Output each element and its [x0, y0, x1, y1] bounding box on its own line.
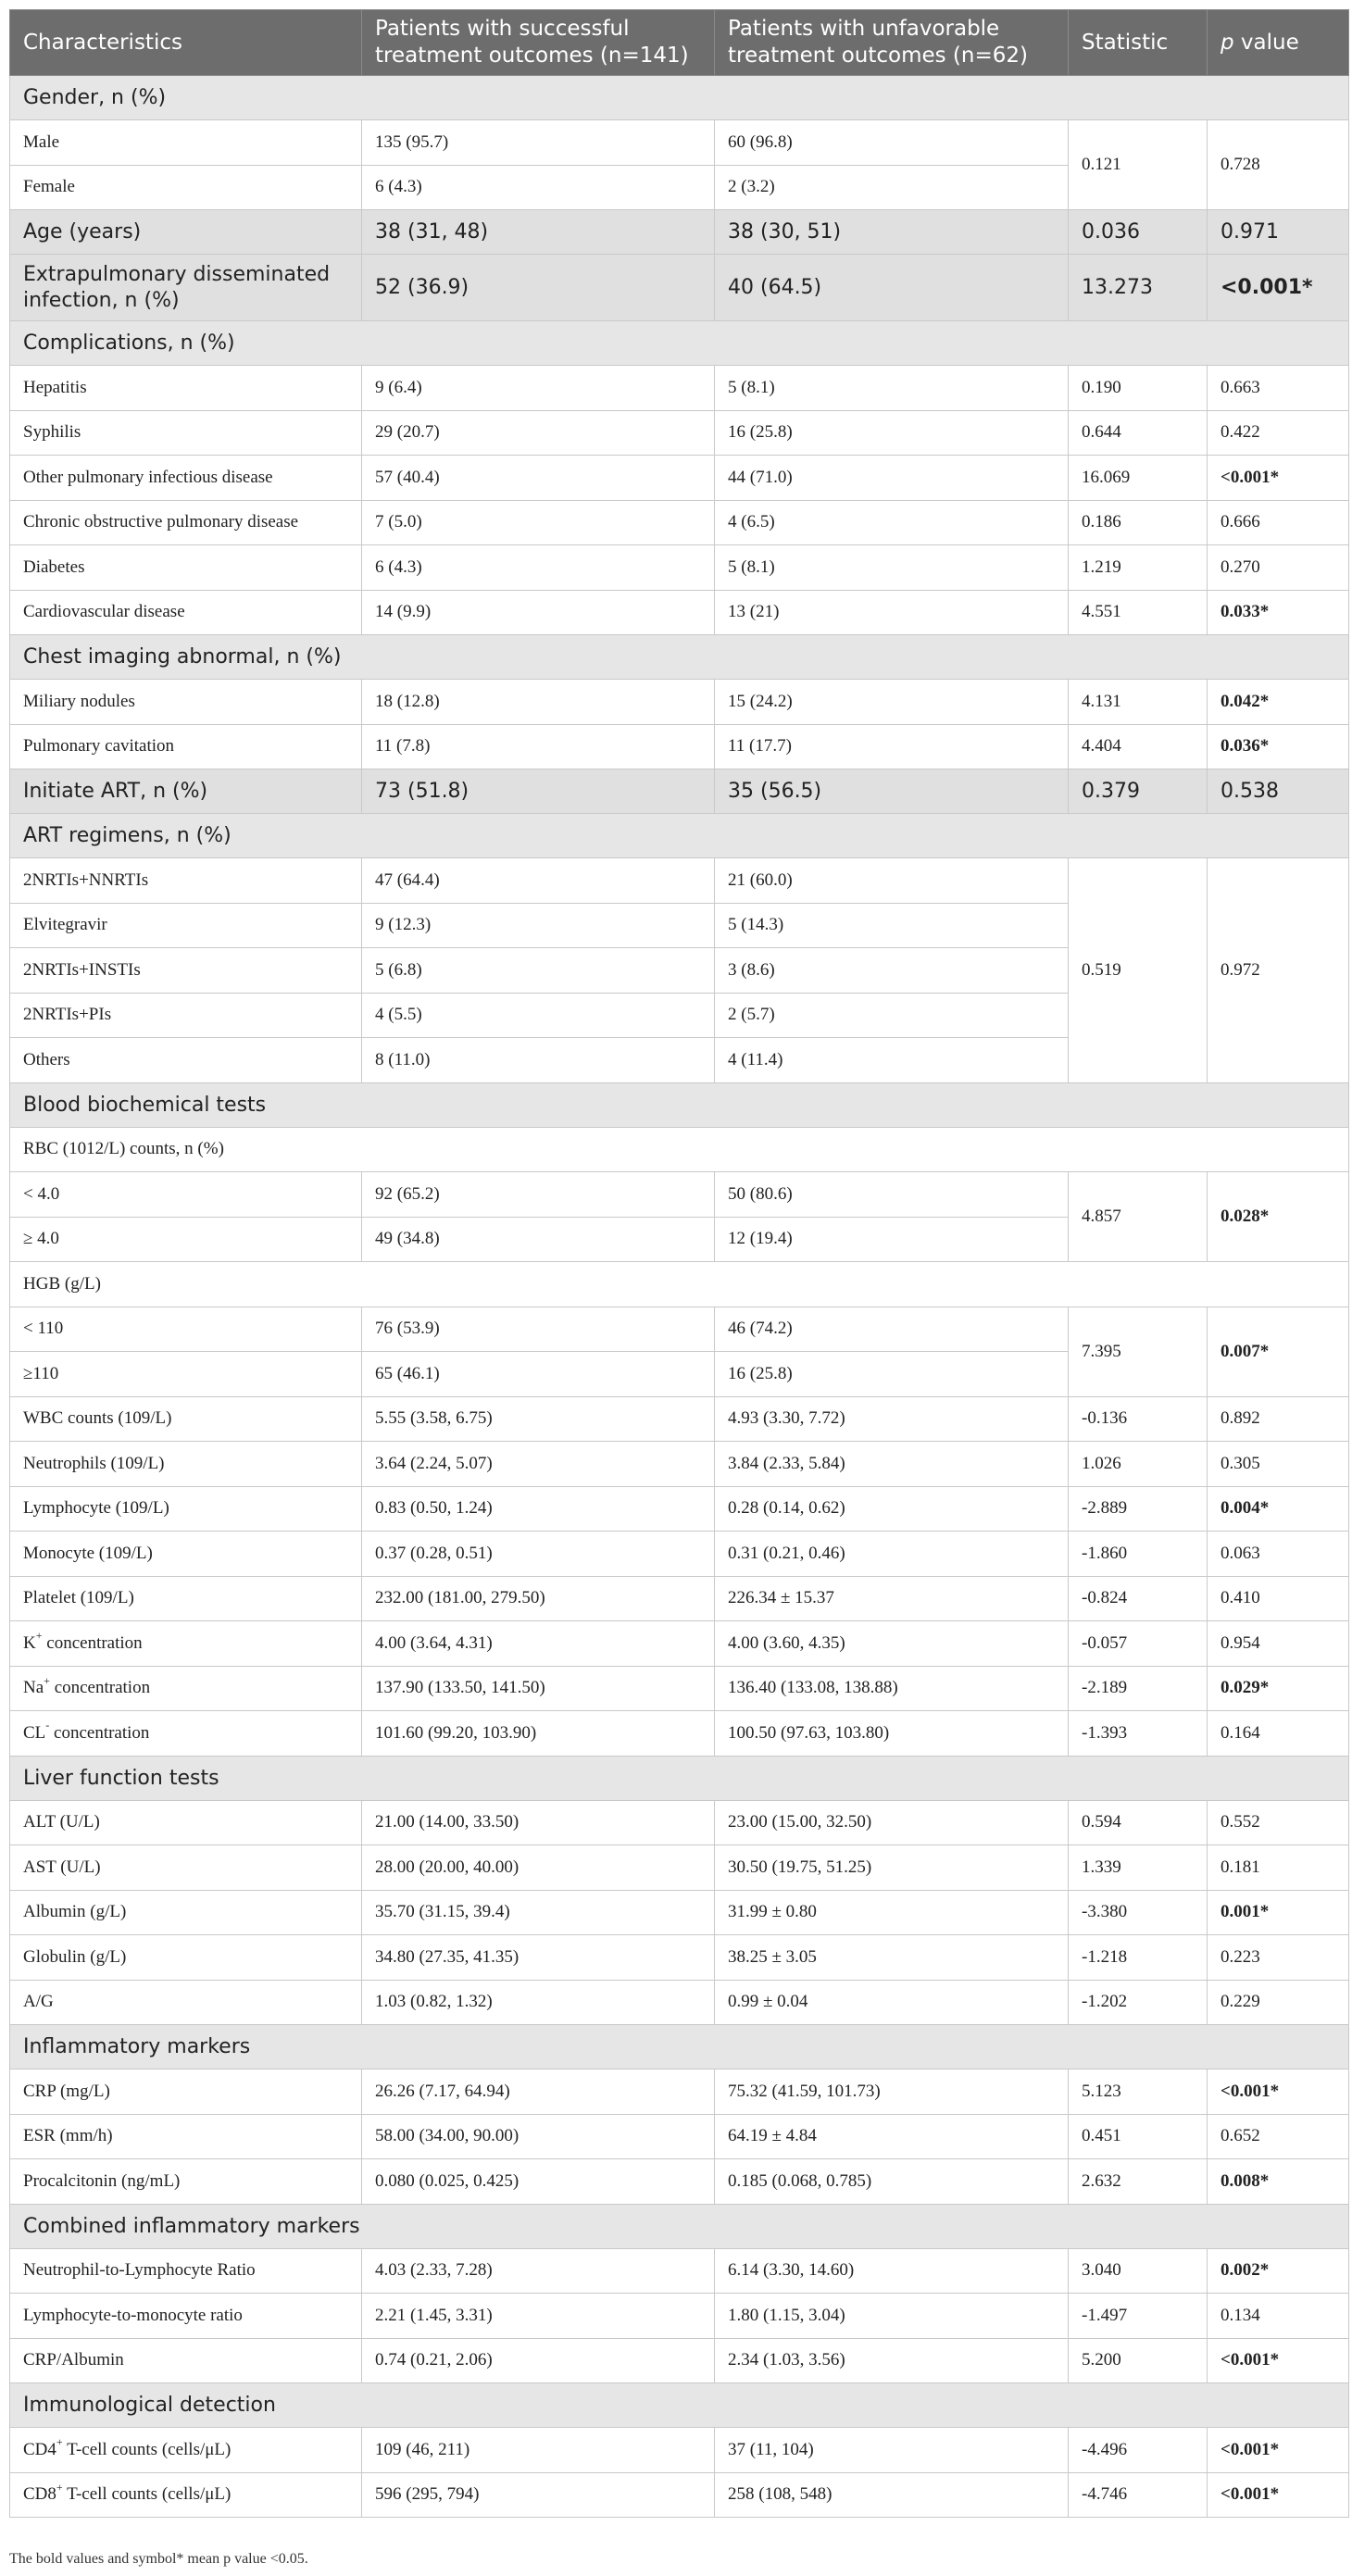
successful-value: 0.37 (0.28, 0.51) [362, 1532, 715, 1577]
row-label-text: K [23, 1632, 36, 1653]
successful-value: 47 (64.4) [362, 858, 715, 904]
row-label: 2NRTIs+PIs [10, 993, 362, 1038]
unfavorable-value: 3.84 (2.33, 5.84) [715, 1442, 1069, 1487]
row-label: ESR (mm/h) [10, 2114, 362, 2159]
table-row [10, 590, 1349, 635]
row-label-text: CL [23, 1722, 46, 1743]
row-label: AST (U/L) [10, 1845, 362, 1891]
successful-value: 2.21 (1.45, 3.31) [362, 2294, 715, 2339]
unfavorable-value: 46 (74.2) [715, 1307, 1069, 1352]
unfavorable-value: 30.50 (19.75, 51.25) [715, 1845, 1069, 1891]
row-label: Male [10, 120, 362, 166]
successful-value: 28.00 (20.00, 40.00) [362, 1845, 715, 1891]
successful-value: 5.55 (3.58, 6.75) [362, 1396, 715, 1442]
header-successful: Patients with successful treatment outcomes (n=141) [362, 10, 715, 76]
p-value: 0.181 [1208, 1845, 1349, 1891]
statistic-value: -0.136 [1069, 1396, 1208, 1442]
p-value: 0.410 [1208, 1576, 1349, 1621]
successful-value: 596 (295, 794) [362, 2472, 715, 2518]
section-row [10, 1082, 1349, 1127]
section-row [10, 2025, 1349, 2070]
unfavorable-value: 5 (8.1) [715, 545, 1069, 591]
table-row [10, 724, 1349, 769]
successful-value: 73 (51.8) [362, 769, 715, 814]
table-row [10, 1442, 1349, 1487]
row-label: Chronic obstructive pulmonary disease [10, 500, 362, 545]
p-value: 0.422 [1208, 410, 1349, 456]
section-label: Combined inflammatory markers [10, 2204, 1349, 2248]
row-label-suffix: T-cell counts (cells/μL) [62, 2439, 232, 2459]
row-label-superscript: + [56, 2435, 63, 2449]
row-label [10, 1621, 362, 1667]
statistic-value: -1.393 [1069, 1711, 1208, 1757]
successful-value: 11 (7.8) [362, 724, 715, 769]
header-row [10, 10, 1349, 76]
subheader-label: HGB (g/L) [10, 1262, 1349, 1307]
statistic-value: 0.644 [1069, 410, 1208, 456]
successful-value: 52 (36.9) [362, 255, 715, 321]
p-value: 0.042* [1208, 680, 1349, 725]
p-value: 0.972 [1208, 858, 1349, 1083]
section-label: Chest imaging abnormal, n (%) [10, 635, 1349, 680]
p-value: 0.029* [1208, 1666, 1349, 1711]
p-value: 0.728 [1208, 120, 1349, 210]
p-value: 0.552 [1208, 1800, 1349, 1845]
row-label: CRP (mg/L) [10, 2070, 362, 2115]
row-label: 2NRTIs+NNRTIs [10, 858, 362, 904]
unfavorable-value: 31.99 ± 0.80 [715, 1890, 1069, 1935]
p-value: 0.305 [1208, 1442, 1349, 1487]
row-label: Cardiovascular disease [10, 590, 362, 635]
statistic-value: 0.121 [1069, 120, 1208, 210]
unfavorable-value: 2.34 (1.03, 3.56) [715, 2338, 1069, 2383]
subheader-row [10, 1127, 1349, 1172]
row-label: < 4.0 [10, 1172, 362, 1218]
successful-value: 5 (6.8) [362, 948, 715, 994]
unfavorable-value: 4 (11.4) [715, 1038, 1069, 1083]
successful-value: 0.83 (0.50, 1.24) [362, 1486, 715, 1532]
row-label-suffix: concentration [49, 1722, 150, 1743]
unfavorable-value: 258 (108, 548) [715, 2472, 1069, 2518]
statistic-value: 1.339 [1069, 1845, 1208, 1891]
section-label: ART regimens, n (%) [10, 814, 1349, 858]
successful-value: 65 (46.1) [362, 1352, 715, 1397]
statistic-value: -1.218 [1069, 1935, 1208, 1981]
section-row [10, 321, 1349, 366]
p-value: 0.892 [1208, 1396, 1349, 1442]
row-label: Neutrophils (109/L) [10, 1442, 362, 1487]
table-row [10, 456, 1349, 501]
row-label: ALT (U/L) [10, 1800, 362, 1845]
row-label-text: CD4 [23, 2439, 56, 2459]
row-label: Initiate ART, n (%) [10, 769, 362, 814]
row-label: Pulmonary cavitation [10, 724, 362, 769]
section-row [10, 635, 1349, 680]
successful-value: 58.00 (34.00, 90.00) [362, 2114, 715, 2159]
p-value: <0.001* [1208, 2338, 1349, 2383]
table-row [10, 2472, 1349, 2518]
row-label: 2NRTIs+INSTIs [10, 948, 362, 994]
p-value: 0.666 [1208, 500, 1349, 545]
row-label: Extrapulmonary disseminated infection, n (%) [10, 255, 362, 321]
row-label-superscript: - [45, 1719, 50, 1732]
p-value: 0.652 [1208, 2114, 1349, 2159]
unfavorable-value: 226.34 ± 15.37 [715, 1576, 1069, 1621]
unfavorable-value: 38.25 ± 3.05 [715, 1935, 1069, 1981]
row-label: WBC counts (109/L) [10, 1396, 362, 1442]
successful-value: 6 (4.3) [362, 545, 715, 591]
table-row [10, 1711, 1349, 1757]
table-row [10, 1172, 1349, 1218]
header-p-rest: value [1233, 30, 1299, 55]
p-value: 0.028* [1208, 1172, 1349, 1262]
table-row [10, 410, 1349, 456]
unfavorable-value: 64.19 ± 4.84 [715, 2114, 1069, 2159]
section-label: Inflammatory markers [10, 2025, 1349, 2070]
statistic-value: 13.273 [1069, 255, 1208, 321]
table-row [10, 858, 1349, 904]
table-row [10, 2070, 1349, 2115]
section-row [10, 76, 1349, 120]
successful-value: 3.64 (2.24, 5.07) [362, 1442, 715, 1487]
unfavorable-value: 16 (25.8) [715, 410, 1069, 456]
row-label-text: CD8 [23, 2484, 56, 2505]
row-label: A/G [10, 1980, 362, 2025]
p-value: 0.063 [1208, 1532, 1349, 1577]
unfavorable-value: 0.31 (0.21, 0.46) [715, 1532, 1069, 1577]
header-unfavorable: Patients with unfavorable treatment outcomes (n=62) [715, 10, 1069, 76]
statistic-value: -2.889 [1069, 1486, 1208, 1532]
table-row [10, 1800, 1349, 1845]
table-row [10, 210, 1349, 255]
successful-value: 18 (12.8) [362, 680, 715, 725]
unfavorable-value: 2 (5.7) [715, 993, 1069, 1038]
statistic-value: 4.857 [1069, 1172, 1208, 1262]
table-row [10, 2159, 1349, 2205]
row-label-suffix: concentration [49, 1678, 151, 1698]
successful-value: 4.03 (2.33, 7.28) [362, 2248, 715, 2294]
row-label [10, 1666, 362, 1711]
table-row [10, 1621, 1349, 1667]
statistic-value: 0.379 [1069, 769, 1208, 814]
section-row [10, 1756, 1349, 1800]
unfavorable-value: 4.93 (3.30, 7.72) [715, 1396, 1069, 1442]
p-value: <0.001* [1208, 2070, 1349, 2115]
subheader-row [10, 1262, 1349, 1307]
successful-value: 49 (34.8) [362, 1217, 715, 1262]
unfavorable-value: 0.28 (0.14, 0.62) [715, 1486, 1069, 1532]
p-value: <0.001* [1208, 456, 1349, 501]
successful-value: 34.80 (27.35, 41.35) [362, 1935, 715, 1981]
unfavorable-value: 6.14 (3.30, 14.60) [715, 2248, 1069, 2294]
p-value: 0.004* [1208, 1486, 1349, 1532]
statistic-value: -0.057 [1069, 1621, 1208, 1667]
successful-value: 26.26 (7.17, 64.94) [362, 2070, 715, 2115]
statistic-value: -2.189 [1069, 1666, 1208, 1711]
table-row [10, 2338, 1349, 2383]
unfavorable-value: 60 (96.8) [715, 120, 1069, 166]
successful-value: 6 (4.3) [362, 165, 715, 210]
p-value: 0.164 [1208, 1711, 1349, 1757]
statistic-value: 4.131 [1069, 680, 1208, 725]
row-label-suffix: concentration [42, 1632, 143, 1653]
successful-value: 137.90 (133.50, 141.50) [362, 1666, 715, 1711]
successful-value: 4.00 (3.64, 4.31) [362, 1621, 715, 1667]
characteristics-table [9, 9, 1349, 2518]
table-row [10, 2114, 1349, 2159]
unfavorable-value: 12 (19.4) [715, 1217, 1069, 1262]
row-label [10, 2472, 362, 2518]
table-row [10, 680, 1349, 725]
unfavorable-value: 13 (21) [715, 590, 1069, 635]
unfavorable-value: 0.185 (0.068, 0.785) [715, 2159, 1069, 2205]
statistic-value: 16.069 [1069, 456, 1208, 501]
unfavorable-value: 38 (30, 51) [715, 210, 1069, 255]
successful-value: 135 (95.7) [362, 120, 715, 166]
row-label-superscript: + [44, 1673, 50, 1687]
unfavorable-value: 0.99 ± 0.04 [715, 1980, 1069, 2025]
p-value: 0.134 [1208, 2294, 1349, 2339]
p-value: 0.033* [1208, 590, 1349, 635]
unfavorable-value: 136.40 (133.08, 138.88) [715, 1666, 1069, 1711]
row-label: Platelet (109/L) [10, 1576, 362, 1621]
p-value: <0.001* [1208, 2428, 1349, 2473]
statistic-value: 1.026 [1069, 1442, 1208, 1487]
statistic-value: -3.380 [1069, 1890, 1208, 1935]
unfavorable-value: 3 (8.6) [715, 948, 1069, 994]
table-body [10, 76, 1349, 2518]
successful-value: 4 (5.5) [362, 993, 715, 1038]
table-row [10, 120, 1349, 166]
unfavorable-value: 37 (11, 104) [715, 2428, 1069, 2473]
statistic-value: 0.186 [1069, 500, 1208, 545]
table-row [10, 545, 1349, 591]
statistic-value: 5.123 [1069, 2070, 1208, 2115]
header-p-value [1208, 10, 1349, 76]
table-row [10, 2248, 1349, 2294]
section-row [10, 2204, 1349, 2248]
unfavorable-value: 75.32 (41.59, 101.73) [715, 2070, 1069, 2115]
statistic-value: 0.451 [1069, 2114, 1208, 2159]
table-row [10, 366, 1349, 411]
table-row [10, 1666, 1349, 1711]
table-row [10, 1532, 1349, 1577]
successful-value: 38 (31, 48) [362, 210, 715, 255]
row-label: Lymphocyte (109/L) [10, 1486, 362, 1532]
subheader-label: RBC (1012/L) counts, n (%) [10, 1127, 1349, 1172]
row-label-superscript: + [56, 2480, 63, 2494]
successful-value: 9 (6.4) [362, 366, 715, 411]
unfavorable-value: 2 (3.2) [715, 165, 1069, 210]
row-label: ≥ 4.0 [10, 1217, 362, 1262]
p-value: <0.001* [1208, 255, 1349, 321]
p-value: 0.008* [1208, 2159, 1349, 2205]
successful-value: 0.080 (0.025, 0.425) [362, 2159, 715, 2205]
unfavorable-value: 15 (24.2) [715, 680, 1069, 725]
p-value: 0.663 [1208, 366, 1349, 411]
successful-value: 109 (46, 211) [362, 2428, 715, 2473]
row-label: Globulin (g/L) [10, 1935, 362, 1981]
header-p-italic: p [1221, 30, 1234, 55]
unfavorable-value: 44 (71.0) [715, 456, 1069, 501]
unfavorable-value: 21 (60.0) [715, 858, 1069, 904]
unfavorable-value: 35 (56.5) [715, 769, 1069, 814]
row-label: Albumin (g/L) [10, 1890, 362, 1935]
section-label: Complications, n (%) [10, 321, 1349, 366]
successful-value: 7 (5.0) [362, 500, 715, 545]
successful-value: 8 (11.0) [362, 1038, 715, 1083]
table-row [10, 769, 1349, 814]
section-row [10, 814, 1349, 858]
unfavorable-value: 100.50 (97.63, 103.80) [715, 1711, 1069, 1757]
p-value: 0.036* [1208, 724, 1349, 769]
statistic-value: -4.496 [1069, 2428, 1208, 2473]
successful-value: 1.03 (0.82, 1.32) [362, 1980, 715, 2025]
row-label: Miliary nodules [10, 680, 362, 725]
successful-value: 0.74 (0.21, 2.06) [362, 2338, 715, 2383]
header-characteristics: Characteristics [10, 10, 362, 76]
table-row [10, 2294, 1349, 2339]
statistic-value: 7.395 [1069, 1307, 1208, 1396]
section-label: Blood biochemical tests [10, 1082, 1349, 1127]
row-label: Monocyte (109/L) [10, 1532, 362, 1577]
p-value: 0.538 [1208, 769, 1349, 814]
p-value: 0.002* [1208, 2248, 1349, 2294]
statistic-value: 0.519 [1069, 858, 1208, 1083]
row-label [10, 1711, 362, 1757]
unfavorable-value: 50 (80.6) [715, 1172, 1069, 1218]
p-value: <0.001* [1208, 2472, 1349, 2518]
row-label: Elvitegravir [10, 903, 362, 948]
section-label: Immunological detection [10, 2383, 1349, 2428]
successful-value: 9 (12.3) [362, 903, 715, 948]
successful-value: 29 (20.7) [362, 410, 715, 456]
row-label: Other pulmonary infectious disease [10, 456, 362, 501]
successful-value: 21.00 (14.00, 33.50) [362, 1800, 715, 1845]
successful-value: 232.00 (181.00, 279.50) [362, 1576, 715, 1621]
p-value: 0.229 [1208, 1980, 1349, 2025]
section-label: Liver function tests [10, 1756, 1349, 1800]
statistic-value: -1.860 [1069, 1532, 1208, 1577]
statistic-value: 0.036 [1069, 210, 1208, 255]
p-value: 0.954 [1208, 1621, 1349, 1667]
header-statistic: Statistic [1069, 10, 1208, 76]
row-label-suffix: T-cell counts (cells/μL) [62, 2484, 232, 2505]
statistic-value: 4.404 [1069, 724, 1208, 769]
table-row [10, 1935, 1349, 1981]
table-row [10, 1890, 1349, 1935]
row-label [10, 2428, 362, 2473]
row-label: Age (years) [10, 210, 362, 255]
table-row [10, 1307, 1349, 1352]
unfavorable-value: 16 (25.8) [715, 1352, 1069, 1397]
unfavorable-value: 23.00 (15.00, 32.50) [715, 1800, 1069, 1845]
successful-value: 92 (65.2) [362, 1172, 715, 1218]
section-row [10, 2383, 1349, 2428]
row-label: Syphilis [10, 410, 362, 456]
row-label: Hepatitis [10, 366, 362, 411]
p-value: 0.971 [1208, 210, 1349, 255]
table-row [10, 500, 1349, 545]
unfavorable-value: 5 (8.1) [715, 366, 1069, 411]
successful-value: 35.70 (31.15, 39.4) [362, 1890, 715, 1935]
p-value: 0.001* [1208, 1890, 1349, 1935]
table-row [10, 1845, 1349, 1891]
statistic-value: 0.190 [1069, 366, 1208, 411]
row-label: Diabetes [10, 545, 362, 591]
row-label: Others [10, 1038, 362, 1083]
row-label: ≥110 [10, 1352, 362, 1397]
section-label: Gender, n (%) [10, 76, 1349, 120]
row-label: Female [10, 165, 362, 210]
statistic-value: -1.202 [1069, 1980, 1208, 2025]
p-value: 0.270 [1208, 545, 1349, 591]
statistic-value: 5.200 [1069, 2338, 1208, 2383]
successful-value: 101.60 (99.20, 103.90) [362, 1711, 715, 1757]
unfavorable-value: 40 (64.5) [715, 255, 1069, 321]
statistic-value: 0.594 [1069, 1800, 1208, 1845]
statistic-value: 2.632 [1069, 2159, 1208, 2205]
table-row [10, 1486, 1349, 1532]
p-value: 0.007* [1208, 1307, 1349, 1396]
statistic-value: 1.219 [1069, 545, 1208, 591]
statistic-value: -4.746 [1069, 2472, 1208, 2518]
statistic-value: 3.040 [1069, 2248, 1208, 2294]
successful-value: 57 (40.4) [362, 456, 715, 501]
table-row [10, 1576, 1349, 1621]
row-label: Lymphocyte-to-monocyte ratio [10, 2294, 362, 2339]
row-label-text: Na [23, 1678, 44, 1698]
table-row [10, 1396, 1349, 1442]
table-footnote: The bold values and symbol* mean p value <0.05. [9, 2551, 308, 2567]
successful-value: 76 (53.9) [362, 1307, 715, 1352]
table-row [10, 1980, 1349, 2025]
p-value: 0.223 [1208, 1935, 1349, 1981]
row-label: CRP/Albumin [10, 2338, 362, 2383]
table-row [10, 255, 1349, 321]
table-row [10, 2428, 1349, 2473]
row-label-superscript: + [35, 1629, 43, 1643]
row-label: < 110 [10, 1307, 362, 1352]
row-label: Procalcitonin (ng/mL) [10, 2159, 362, 2205]
unfavorable-value: 4 (6.5) [715, 500, 1069, 545]
unfavorable-value: 1.80 (1.15, 3.04) [715, 2294, 1069, 2339]
unfavorable-value: 11 (17.7) [715, 724, 1069, 769]
statistic-value: -0.824 [1069, 1576, 1208, 1621]
row-label: Neutrophil-to-Lymphocyte Ratio [10, 2248, 362, 2294]
statistic-value: -1.497 [1069, 2294, 1208, 2339]
successful-value: 14 (9.9) [362, 590, 715, 635]
unfavorable-value: 5 (14.3) [715, 903, 1069, 948]
statistic-value: 4.551 [1069, 590, 1208, 635]
unfavorable-value: 4.00 (3.60, 4.35) [715, 1621, 1069, 1667]
